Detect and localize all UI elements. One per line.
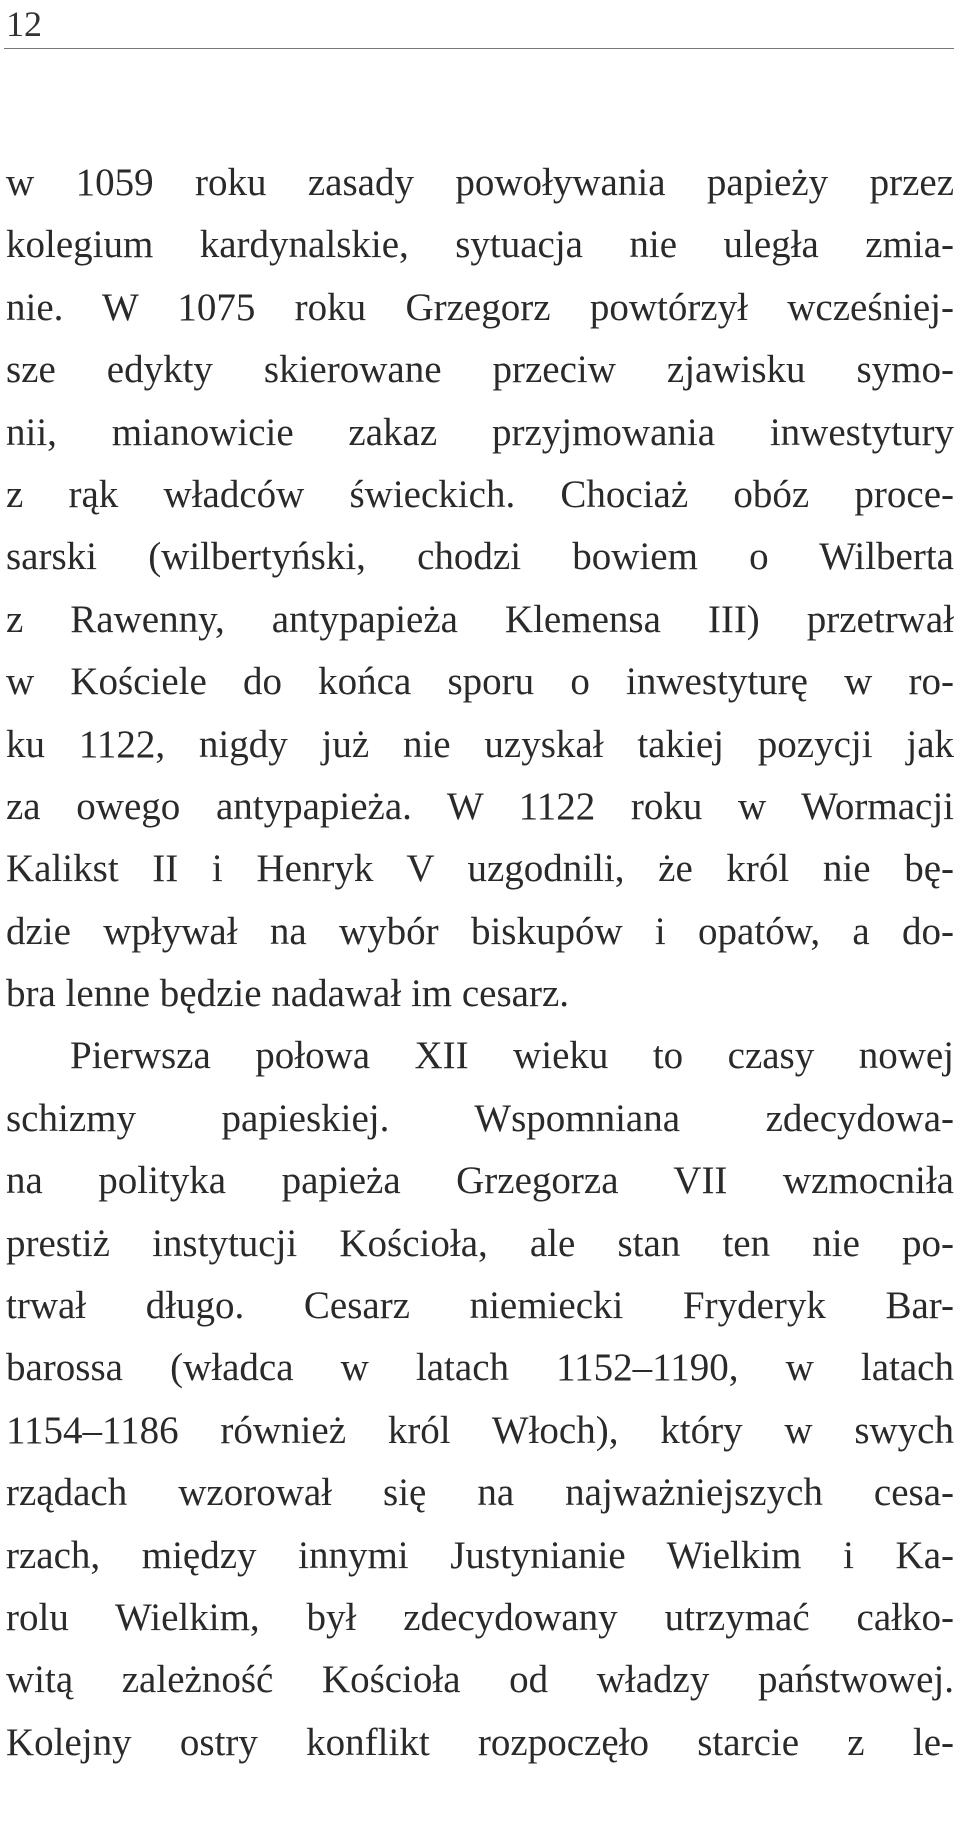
text-line: w Kościele do końca sporu o inwestyturę w ro- [6, 660, 954, 704]
text-line: barossa (władca w latach 1152–1190, w latach [6, 1346, 954, 1390]
text-line: schizmy papieskiej. Wspomniana zdecydowa- [6, 1096, 954, 1140]
text-line: na polityka papieża Grzegorza VII wzmocniła [6, 1159, 954, 1203]
text-line: trwał długo. Cesarz niemiecki Fryderyk Bar- [6, 1284, 954, 1328]
text-line: kolegium kardynalskie, sytuacja nie uległa zmia- [6, 223, 954, 267]
text-line: w 1059 roku zasady powoływania papieży przez [6, 161, 954, 204]
text-line: dzie wpływał na wybór biskupów i opatów, a do- [6, 909, 954, 953]
text-line: nii, mianowicie zakaz przyjmowania inwestytury [6, 410, 954, 454]
text-line: rolu Wielkim, był zdecydowany utrzymać całko- [6, 1595, 954, 1639]
text-line: z Rawenny, antypapieża Klemensa III) przetrwał [6, 597, 954, 641]
text-line: nie. W 1075 roku Grzegorz powtórzył wcześniej- [6, 285, 954, 329]
text-line: sze edykty skierowane przeciw zjawisku symo- [6, 348, 954, 392]
text-line: prestiż instytucji Kościoła, ale stan ten nie po- [6, 1221, 954, 1265]
text-line: witą zależność Kościoła od władzy państwowej. [6, 1658, 954, 1702]
text-line: za owego antypapieża. W 1122 roku w Wormacji [6, 784, 954, 828]
text-line: rzach, między innymi Justynianie Wielkim i Ka- [6, 1533, 954, 1577]
text-line: Kalikst II i Henryk V uzgodnili, że król nie bę- [6, 847, 954, 891]
text-line: ku 1122, nigdy już nie uzyskał takiej pozycji jak [6, 722, 954, 766]
page-number: 12 [6, 4, 42, 44]
text-line: sarski (wilbertyński, chodzi bowiem o Wilberta [6, 535, 954, 579]
paragraph-first-line: Pierwsza połowa XII wieku to czasy nowej [70, 1034, 954, 1078]
text-line: bra lenne będzie nadawał im cesarz. [6, 972, 570, 1016]
text-line: 1154–1186 również król Włoch), który w swych [6, 1408, 954, 1452]
header-rule [4, 48, 954, 49]
text-line: rządach wzorował się na najważniejszych cesa- [6, 1471, 954, 1515]
text-line: z rąk władców świeckich. Chociaż obóz proce- [6, 472, 954, 516]
body-text [6, 152, 954, 1774]
text-line: Kolejny ostry konflikt rozpoczęło starcie z le- [6, 1720, 954, 1764]
